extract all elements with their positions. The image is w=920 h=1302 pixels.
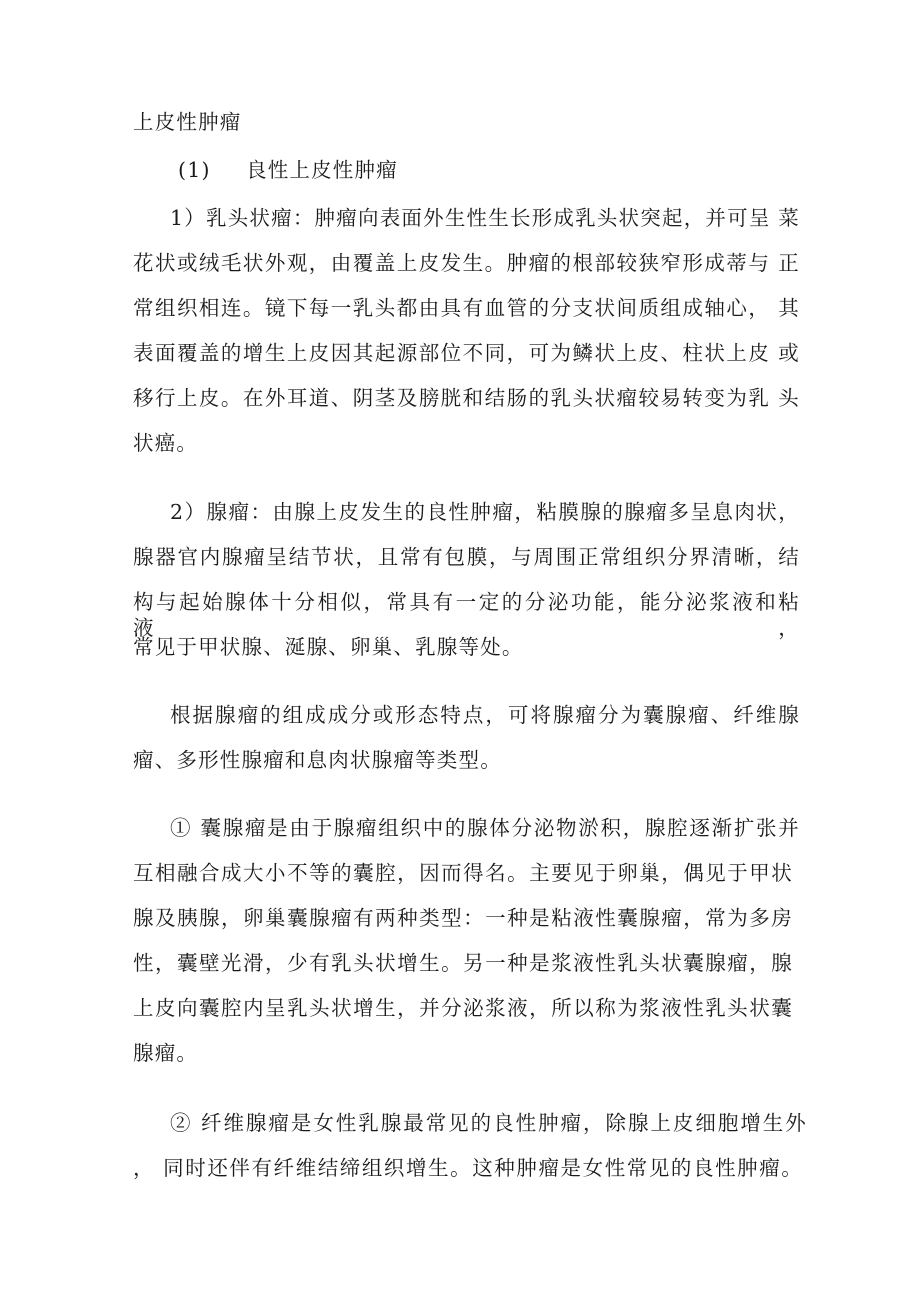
paragraph-line: 瘤、多形性腺瘤和息肉状腺瘤等类型。: [133, 748, 502, 772]
paragraph-line: 状癌。: [133, 431, 199, 455]
paragraph-line: 互相融合成大小不等的囊腔，因而得名。主要见于卵巢，偶见于甲状: [133, 861, 793, 885]
paragraph-line: 花状或绒毛状外观，由覆盖上皮发生。肿瘤的根部较狭窄形成蒂与 正: [133, 251, 800, 275]
subsection-title: 良性上皮性肿瘤: [246, 158, 398, 182]
paragraph-line: 构与起始腺体十分相似，常具有一定的分泌功能，能分泌浆液和粘液，: [133, 590, 800, 640]
section-heading: 上皮性肿瘤: [133, 110, 242, 134]
paragraph-line: 常组织相连。镜下每一乳头都由具有血管的分支状间质组成轴心， 其: [133, 296, 800, 320]
paragraph-line: ① 囊腺瘤是由于腺瘤组织中的腺体分泌物淤积，腺腔逐渐扩张并: [170, 816, 800, 840]
paragraph-line: 腺器官内腺瘤呈结节状，且常有包膜，与周围正常组织分界清晰，结: [133, 545, 800, 569]
paragraph-line: 表面覆盖的增生上皮因其起源部位不同，可为鳞状上皮、柱状上皮 或: [133, 341, 800, 365]
paragraph-line: 上皮向囊腔内呈乳头状增生，并分泌浆液，所以称为浆液性乳头状囊: [133, 996, 793, 1020]
paragraph-line: ② 纤维腺瘤是女性乳腺最常见的良性肿瘤，除腺上皮细胞增生外: [170, 1111, 807, 1135]
subsection-number: (1): [178, 158, 211, 182]
paragraph-line: 移行上皮。在外耳道、阴茎及膀胱和结肠的乳头状瘤较易转变为乳 头: [133, 386, 800, 410]
paragraph-line: ， 同时还伴有纤维结缔组织增生。这种肿瘤是女性常见的良性肿瘤。: [133, 1156, 803, 1180]
paragraph-line: 常见于甲状腺、涎腺、卵巢、乳腺等处。: [133, 635, 524, 659]
paragraph-line: 1）乳头状瘤：肿瘤向表面外生性生长形成乳头状突起，并可呈 菜: [170, 206, 800, 230]
paragraph-line: 性，囊壁光滑，少有乳头状增生。另一种是浆液性乳头状囊腺瘤，腺: [133, 951, 793, 975]
paragraph-line: 根据腺瘤的组成成分或形态特点，可将腺瘤分为囊腺瘤、纤维腺: [170, 703, 800, 727]
paragraph-line: 2）腺瘤：由腺上皮发生的良性肿瘤，粘膜腺的腺瘤多呈息肉状，: [170, 500, 800, 524]
paragraph-line: 腺及胰腺，卵巢囊腺瘤有两种类型：一种是粘液性囊腺瘤，常为多房: [133, 906, 793, 930]
paragraph-line: 腺瘤。: [133, 1041, 199, 1065]
